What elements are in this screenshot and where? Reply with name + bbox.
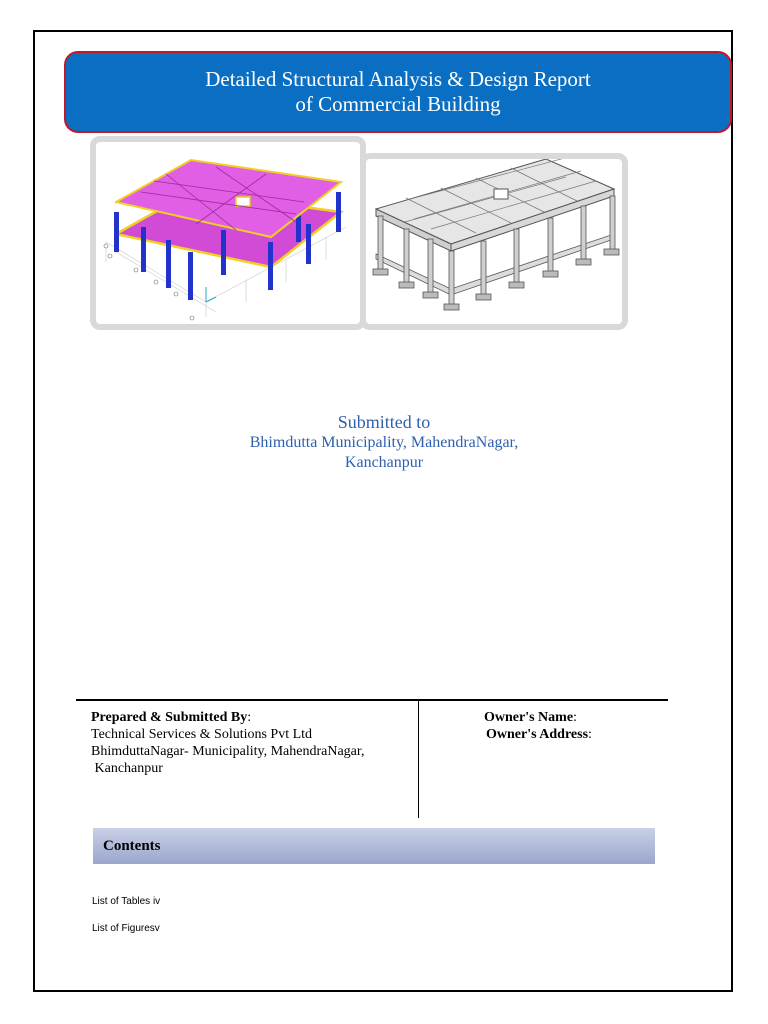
submitted-to-line-1: Bhimdutta Municipality, MahendraNagar, bbox=[249, 434, 519, 451]
contents-heading: Contents bbox=[103, 837, 161, 854]
prepared-by-label: Prepared & Submitted By bbox=[91, 710, 248, 725]
prepared-by-district: Kanchanpur bbox=[91, 761, 163, 776]
title-line-2: of Commercial Building bbox=[295, 92, 501, 116]
prepared-by-block: Prepared & Submitted By: Technical Services & Solutions Pvt Ltd BhimduttaNagar- Municipality, MahendraNagar, Kanchanpur bbox=[91, 710, 365, 776]
structural-model-image-right bbox=[360, 153, 628, 330]
title-line-1: Detailed Structural Analysis & Design Report bbox=[205, 67, 591, 91]
structural-model-image-left bbox=[90, 136, 366, 330]
owner-name-label: Owner's Name bbox=[484, 710, 574, 725]
prepared-by-address: BhimduttaNagar- Municipality, MahendraNagar, bbox=[91, 744, 365, 759]
submitted-to-heading: Submitted to bbox=[337, 412, 431, 432]
owner-address-label: Owner's Address bbox=[486, 727, 589, 742]
prepared-by-company: Technical Services & Solutions Pvt Ltd bbox=[91, 727, 313, 742]
toc-item-list-of-tables[interactable]: List of Tables iv bbox=[92, 896, 161, 907]
owner-block: Owner's Name: Owner's Address: bbox=[484, 710, 592, 742]
toc-item-list-of-figures[interactable]: List of Figuresv bbox=[92, 923, 160, 934]
contents-heading-bar bbox=[93, 828, 655, 864]
info-divider-vertical bbox=[418, 700, 419, 818]
info-divider-horizontal bbox=[76, 699, 668, 701]
title-banner bbox=[64, 51, 732, 133]
submitted-to-line-2: Kanchanpur bbox=[344, 454, 424, 471]
